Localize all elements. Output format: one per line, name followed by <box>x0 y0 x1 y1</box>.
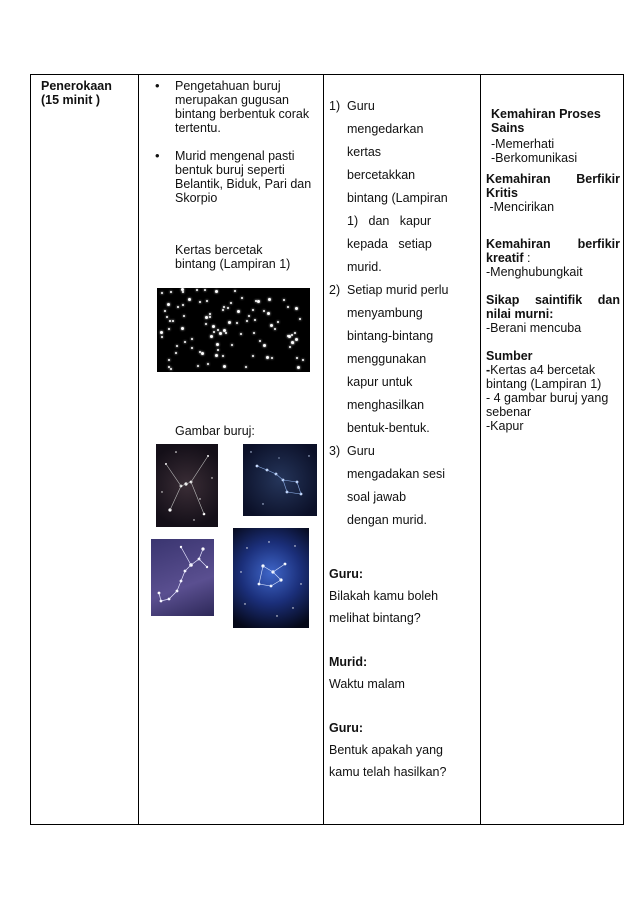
star-dot <box>161 292 163 294</box>
sumber-item: bintang (Lampiran 1) <box>486 377 602 391</box>
star-dot <box>217 349 219 351</box>
star-dot <box>168 328 170 330</box>
starfield-image <box>157 288 310 372</box>
step-number: 3) <box>329 444 341 458</box>
star-dot <box>191 347 193 349</box>
stage-duration: (15 minit ) <box>41 93 101 107</box>
step-line: bintang (Lampiran <box>347 191 448 205</box>
star-dot <box>166 316 168 318</box>
title-word: saintifik <box>534 293 583 307</box>
title-word: Kemahiran <box>486 172 551 186</box>
sumber-item-text: Kertas a4 bercetak <box>490 363 596 377</box>
star-dot <box>223 306 225 308</box>
title-colon: : <box>523 251 531 265</box>
sumber-item: -Kapur <box>486 419 524 433</box>
dialog-section <box>329 563 477 783</box>
skills-cell <box>486 107 620 433</box>
step-line: Guru <box>347 444 375 458</box>
star-dot <box>266 356 269 359</box>
star-dot <box>212 325 215 328</box>
star-dot <box>240 333 242 335</box>
title-word: kreatif <box>486 251 524 265</box>
step-number: 1) <box>329 99 341 113</box>
star-dot <box>263 344 266 347</box>
star-dot <box>294 332 296 334</box>
step-item <box>329 440 477 532</box>
lesson-table <box>30 74 624 825</box>
step-line: soal jawab <box>347 490 407 504</box>
star-dot <box>292 342 294 344</box>
star-dot <box>181 327 184 330</box>
star-dot <box>199 301 201 303</box>
step-line: menghasilkan <box>347 398 425 412</box>
proses-item: -Berkomunikasi <box>491 151 578 165</box>
star-dot <box>167 303 170 306</box>
constellation-crux-image <box>233 528 309 628</box>
star-dot <box>168 359 170 361</box>
step-line: bentuk-bentuk. <box>347 421 430 435</box>
kreatif-title <box>486 237 620 265</box>
step-line: dengan murid. <box>347 513 427 527</box>
step-line: kapur untuk <box>347 375 413 389</box>
star-dot <box>209 316 211 318</box>
star-dot <box>246 320 248 322</box>
dialog-line: Waktu malam <box>329 677 405 691</box>
star-dot <box>170 368 172 370</box>
dialog-speaker: Murid: <box>329 655 368 669</box>
step-number: 2) <box>329 283 341 297</box>
step-line: bintang-bintang <box>347 329 434 343</box>
star-dot <box>182 291 184 293</box>
star-dot <box>223 365 226 368</box>
star-dot <box>176 345 178 347</box>
step-line: Setiap murid perlu <box>347 283 449 297</box>
step-line: kertas <box>347 145 382 159</box>
star-dot <box>209 313 211 315</box>
star-dot <box>164 310 166 312</box>
star-dot <box>237 310 240 313</box>
paper-label: Kertas bercetak bintang (Lampiran 1) <box>175 243 291 271</box>
star-dot <box>299 318 301 320</box>
star-dot <box>205 323 207 325</box>
star-dot <box>270 324 273 327</box>
sumber-item: - 4 gambar buruj yang <box>486 391 609 405</box>
step-line: mengedarkan <box>347 122 424 136</box>
star-dot <box>160 331 163 334</box>
star-dot <box>207 363 209 365</box>
kreatif-item: -Menghubungkait <box>486 265 583 279</box>
star-dot <box>271 357 273 359</box>
sumber-item: sebenar <box>486 405 532 419</box>
star-dot <box>287 306 289 308</box>
star-dot <box>191 338 193 340</box>
title-word: Sikap <box>486 293 520 307</box>
star-dot <box>228 321 231 324</box>
star-dot <box>289 346 291 348</box>
step-item <box>329 95 477 279</box>
star-dot <box>222 355 224 357</box>
stage-cell <box>41 79 137 107</box>
star-dot <box>184 341 186 343</box>
constellation-big-dipper-image <box>243 444 317 516</box>
star-dot <box>206 300 208 302</box>
proses-title-line: Sains <box>491 121 525 135</box>
star-dot <box>182 304 184 306</box>
star-dot <box>196 289 198 291</box>
title-word: Kemahiran <box>486 237 551 251</box>
step-line: mengadakan sesi <box>347 467 445 481</box>
step-line: menyambung <box>347 306 423 320</box>
star-dot <box>236 322 238 324</box>
star-dot <box>161 336 163 338</box>
column-divider <box>138 75 139 824</box>
star-dot <box>254 319 256 321</box>
star-dot <box>259 340 261 342</box>
star-dot <box>252 355 254 357</box>
star-dot <box>201 352 204 355</box>
title-line: nilai murni: <box>486 307 554 321</box>
step-line: 1) dan kapur <box>347 214 432 228</box>
star-dot <box>257 300 260 303</box>
sikap-title <box>486 293 620 321</box>
activity-cell <box>329 95 477 532</box>
star-dot <box>205 316 208 319</box>
step-line: Guru <box>347 99 375 113</box>
star-dot <box>234 290 236 292</box>
constellation-scorpio-image <box>151 539 214 616</box>
title-word: berfikir <box>577 237 620 251</box>
star-dot <box>267 312 270 315</box>
star-dot <box>263 310 265 312</box>
dialog-speaker: Guru: <box>329 567 364 581</box>
star-dot <box>216 343 219 346</box>
star-dot <box>283 299 285 301</box>
star-dot <box>183 315 185 317</box>
sumber-title: Sumber <box>486 349 533 363</box>
step-line: murid. <box>347 260 382 274</box>
content-bullet: • Pengetahuan buruj merupakan gugusan bintang berbentuk corak tertentu. <box>149 79 314 135</box>
star-dot <box>197 365 199 367</box>
content-cell <box>149 79 314 438</box>
star-dot <box>225 332 227 334</box>
dialog-speaker: Guru: <box>329 721 364 735</box>
star-dot <box>175 352 177 354</box>
column-divider <box>323 75 324 824</box>
star-dot <box>255 300 257 302</box>
star-dot <box>253 332 255 334</box>
star-dot <box>252 309 254 311</box>
star-dot <box>219 332 222 335</box>
step-line: menggunakan <box>347 352 427 366</box>
pictures-label: Gambar buruj: <box>175 424 255 438</box>
star-dot <box>222 309 224 311</box>
step-item <box>329 279 477 440</box>
star-dot <box>245 366 247 368</box>
stage-heading: Penerokaan <box>41 79 112 93</box>
step-line: kepada setiap <box>347 237 432 251</box>
content-bullet-list <box>149 79 314 205</box>
content-bullet: • Murid mengenal pasti bentuk buruj seperti Belantik, Biduk, Pari dan Skorpio <box>149 149 314 205</box>
star-dot <box>168 366 170 368</box>
proses-title-line: Kemahiran Proses <box>491 107 601 121</box>
star-dot <box>181 288 184 291</box>
title-word: dan <box>597 293 620 307</box>
title-word: Berfikir <box>576 172 620 186</box>
star-dot <box>287 335 289 337</box>
star-dot <box>291 334 293 336</box>
star-dot <box>302 359 304 361</box>
sikap-item: -Berani mencuba <box>486 321 582 335</box>
dialog-line: kamu telah hasilkan? <box>329 765 447 779</box>
step-line: bercetakkan <box>347 168 416 182</box>
activity-steps <box>329 95 477 532</box>
dialog-line: Bentuk apakah yang <box>329 743 443 757</box>
star-dot <box>296 357 298 359</box>
title-word: Kritis <box>486 186 518 200</box>
star-dot <box>241 297 243 299</box>
star-dot <box>215 290 218 293</box>
proses-item: -Memerhati <box>491 137 555 151</box>
dialog-line: Bilakah kamu boleh <box>329 589 439 603</box>
star-dot <box>295 307 298 310</box>
constellation-orion-image <box>156 444 218 527</box>
star-dot <box>297 366 300 369</box>
column-divider <box>480 75 481 824</box>
star-dot <box>177 306 179 308</box>
star-dot <box>274 328 276 330</box>
star-dot <box>172 320 174 322</box>
star-dot <box>217 329 219 331</box>
star-dot <box>169 320 171 322</box>
kritis-title <box>486 172 620 200</box>
star-dot <box>231 344 233 346</box>
star-dot <box>188 298 191 301</box>
star-dot <box>295 338 298 341</box>
star-dot <box>213 331 215 333</box>
star-dot <box>215 354 218 357</box>
star-dot <box>170 291 172 293</box>
star-dot <box>248 315 250 317</box>
dialog-line: melihat bintang? <box>329 611 421 625</box>
star-dot <box>210 335 213 338</box>
star-dot <box>204 289 206 291</box>
star-dot <box>227 307 229 309</box>
kritis-item: -Mencirikan <box>486 200 555 214</box>
proses-title <box>486 107 620 135</box>
star-dot <box>277 321 279 323</box>
star-dot <box>268 298 271 301</box>
sumber-item: -Kertas a4 bercetak <box>486 363 596 377</box>
star-dot <box>230 302 232 304</box>
